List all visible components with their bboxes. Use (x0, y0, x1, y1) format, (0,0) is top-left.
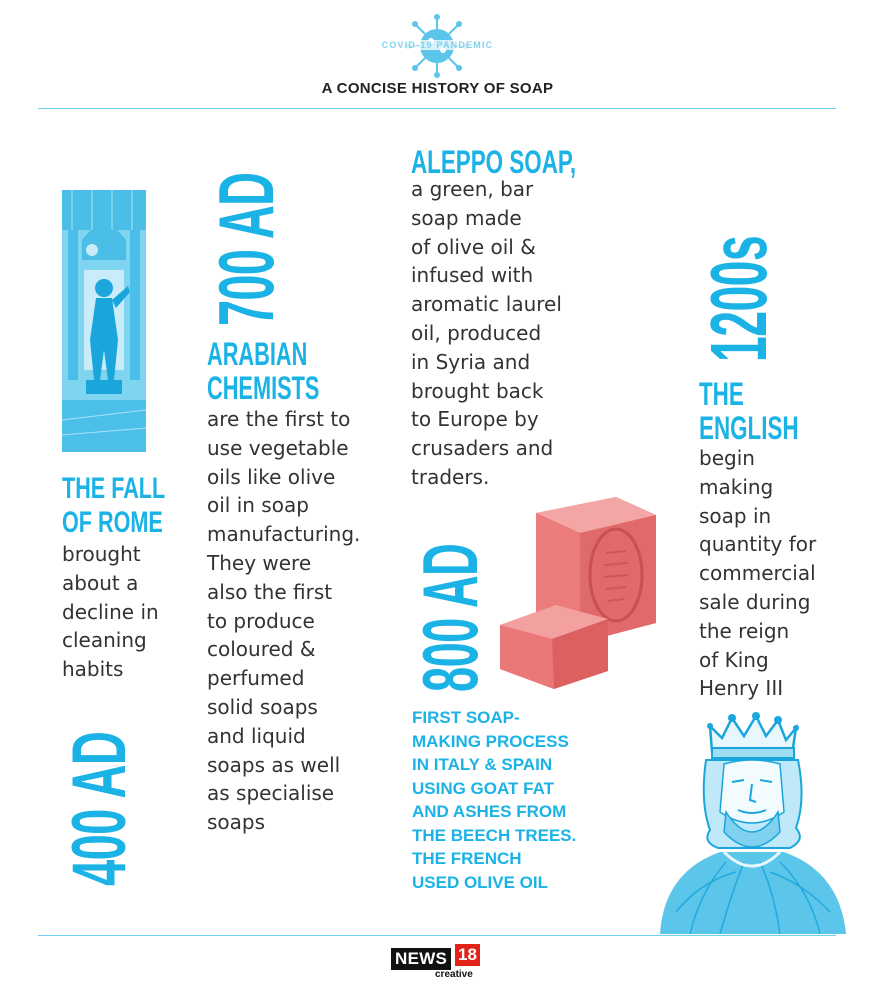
col2-body-line: are the first to (207, 407, 351, 431)
col3-body-line: of olive oil & (411, 234, 536, 259)
col4-body-line: making (699, 474, 774, 499)
col3-heading: ALEPPO SOAP, (411, 144, 577, 180)
col4-body-line: commercial (699, 561, 816, 586)
col3-body-line: a green, bar (411, 177, 534, 201)
footer-divider (38, 935, 836, 936)
col2-heading-line1: ARABIAN (207, 336, 308, 372)
col3-caps-text (412, 706, 602, 894)
col3-caps-line: AND ASHES FROM (412, 802, 567, 821)
col2-body-line: They were (207, 550, 312, 575)
col1-body-line: decline in (62, 599, 159, 624)
col3-caps-line: MAKING PROCESS (412, 731, 569, 751)
col3-body-line: traders. (411, 464, 490, 489)
col4-body-line: the reign (699, 618, 790, 643)
col3-body-line: in Syria and (411, 349, 531, 374)
col3-caps-line: FIRST SOAP- (412, 708, 520, 727)
col1-body-line: brought (62, 542, 141, 566)
col3-caps-line: USING GOAT FAT (412, 778, 554, 798)
aleppo-soap-image (496, 493, 662, 693)
col1-heading-line1: THE FALL (62, 472, 166, 505)
logo-sub: creative (435, 969, 473, 980)
col2-body-line: soaps (207, 810, 266, 835)
col2-body-line: to produce (207, 608, 315, 633)
col3-caps-line: THE BEECH TREES. (412, 825, 577, 845)
col3-body-line: to Europe by (411, 407, 539, 432)
col4-body-line: sale during (699, 589, 811, 614)
col1-body (62, 540, 182, 684)
col2-body-line: solid soaps (207, 694, 318, 719)
col2-body-line: oil in soap (207, 493, 309, 518)
col3-body-line: crusaders and (411, 436, 554, 461)
col4-body-line: quantity for (699, 532, 817, 557)
news18-logo (391, 944, 487, 984)
col2-heading-line2: CHEMISTS (207, 370, 320, 406)
col3-body-line: brought back (411, 378, 544, 403)
col1-heading-line2: OF ROME (62, 506, 163, 539)
col2-body-line: coloured & (207, 637, 316, 662)
col4-body-line: Henry III (699, 676, 784, 701)
roman-statue-image (62, 190, 146, 452)
col3-body-line: infused with (411, 263, 534, 288)
col2-body-line: manufacturing. (207, 522, 361, 547)
col3-caps-line: USED OLIVE OIL (412, 872, 549, 892)
col2-body-line: perfumed (207, 666, 305, 691)
logo-number: 18 (455, 944, 480, 966)
king-henry-portrait (640, 712, 860, 934)
col2-body-line: soaps as well (207, 752, 341, 777)
col3-caps-line: IN ITALY & SPAIN (412, 755, 553, 774)
col1-body-line: habits (62, 657, 124, 682)
header-kicker: COVID-19 PANDEMIC (360, 40, 515, 50)
col3-body (411, 175, 581, 492)
col4-body-line: begin (699, 446, 755, 470)
col2-body (207, 405, 382, 837)
col2-body-line: as specialise (207, 781, 335, 806)
logo-brand: NEWS (391, 948, 451, 970)
header-divider (38, 108, 836, 109)
col4-heading-line2: ENGLISH (699, 410, 799, 446)
col3-body-line: aromatic laurel (411, 292, 562, 317)
page-title: A CONCISE HISTORY OF SOAP (321, 80, 554, 97)
col1-body-line: about a (62, 570, 139, 595)
col2-body-line: also the first (207, 579, 333, 604)
col1-body-line: cleaning (62, 628, 147, 653)
col4-body (699, 444, 839, 703)
col4-body-line: soap in (699, 503, 772, 528)
col3-caps-line: THE FRENCH (412, 849, 522, 868)
col2-body-line: and liquid (207, 723, 306, 748)
col3-body-line: soap made (411, 205, 522, 230)
col2-body-line: use vegetable (207, 435, 349, 460)
col2-body-line: oils like olive (207, 464, 336, 489)
col3-body-line: oil, produced (411, 320, 542, 345)
col4-body-line: of King (699, 647, 769, 672)
col4-heading-line1: THE (699, 376, 744, 412)
